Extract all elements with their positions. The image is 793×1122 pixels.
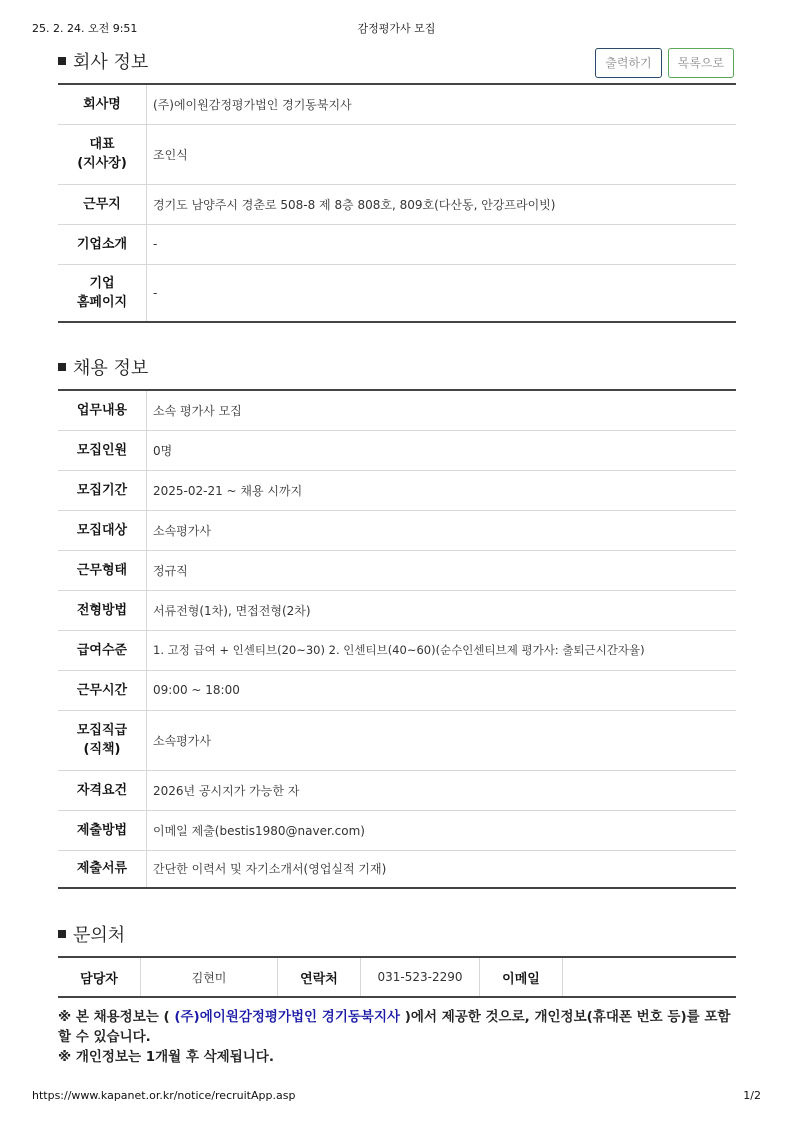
row-label: 업무내용 — [58, 390, 147, 430]
row-value: 이메일 제출(bestis1980@naver.com) — [147, 810, 737, 850]
email-label: 이메일 — [480, 957, 563, 997]
row-value: 소속 평가사 모집 — [147, 390, 737, 430]
row-label: 회사명 — [58, 84, 147, 124]
email-value — [563, 957, 737, 997]
table-row — [58, 590, 736, 630]
notice-line-1: ※ 본 채용정보는 ( (주)에이원감정평가법인 경기동북지사 )에서 제공한 것으로, 개인정보(휴대폰 번호 등)를 포함할 수 있습니다. — [58, 1009, 731, 1045]
row-label: 근무시간 — [58, 670, 147, 710]
print-button[interactable]: 출력하기 — [595, 48, 661, 78]
list-button[interactable]: 목록으로 — [668, 48, 734, 78]
table-row — [58, 510, 736, 550]
row-value: 정규직 — [147, 550, 737, 590]
row-label: 대표 (지사장) — [58, 124, 147, 184]
table-row — [58, 184, 736, 224]
print-title: 감정평가사 모집 — [357, 22, 436, 35]
manager-value: 김현미 — [141, 957, 278, 997]
row-value: 0명 — [147, 430, 737, 470]
row-label: 근무지 — [58, 184, 147, 224]
company-info-table — [58, 83, 736, 323]
row-label: 급여수준 — [58, 630, 147, 670]
table-row — [58, 124, 736, 184]
table-row — [58, 264, 736, 322]
table-row — [58, 670, 736, 710]
row-label: 제출서류 — [58, 850, 147, 888]
row-value: 1. 고정 급여 + 인센티브(20~30) 2. 인센티브(40~60)(순수인센티브제 평가사: 출퇴근시간자율) — [147, 630, 737, 670]
table-row — [58, 810, 736, 850]
print-header — [32, 20, 761, 36]
row-label: 기업 홈페이지 — [58, 264, 147, 322]
table-row — [58, 224, 736, 264]
row-value: 서류전형(1차), 면접전형(2차) — [147, 590, 737, 630]
contact-section-title: 문의처 — [58, 921, 125, 947]
row-value: 2025-02-21 ~ 채용 시까지 — [147, 470, 737, 510]
row-label: 모집직급 (직책) — [58, 710, 147, 770]
print-url: https://www.kapanet.or.kr/notice/recruitApp.asp — [32, 1089, 296, 1102]
table-row — [58, 470, 736, 510]
square-bullet-icon — [58, 363, 66, 371]
row-label: 자격요건 — [58, 770, 147, 810]
row-label: 전형방법 — [58, 590, 147, 630]
table-row — [58, 850, 736, 888]
table-row — [58, 390, 736, 430]
row-value: 조인식 — [147, 124, 737, 184]
notice-company-name: (주)에이원감정평가법인 경기동북지사 — [174, 1009, 401, 1025]
row-value: - — [153, 285, 158, 300]
page-number: 1/2 — [743, 1089, 761, 1102]
row-value: 소속평가사 — [147, 710, 737, 770]
row-value: 09:00 ~ 18:00 — [147, 670, 737, 710]
table-row — [58, 957, 736, 997]
company-section-title: 회사 정보 — [58, 48, 148, 74]
contact-table — [58, 956, 736, 998]
row-value: 경기도 남양주시 경춘로 508-8 제 8층 808호, 809호(다산동, 안강프라이빗) — [147, 184, 737, 224]
print-footer — [32, 1089, 761, 1105]
row-value: 간단한 이력서 및 자기소개서(영업실적 기재) — [153, 862, 387, 877]
table-row — [58, 84, 736, 124]
table-row — [58, 770, 736, 810]
row-value: 소속평가사 — [147, 510, 737, 550]
phone-value: 031-523-2290 — [361, 957, 480, 997]
phone-label: 연락처 — [278, 957, 361, 997]
row-label: 기업소개 — [58, 224, 147, 264]
square-bullet-icon — [58, 930, 66, 938]
row-label: 제출방법 — [58, 810, 147, 850]
table-row — [58, 430, 736, 470]
row-value: - — [147, 224, 737, 264]
table-row — [58, 550, 736, 590]
row-value: (주)에이원감정평가법인 경기동북지사 — [147, 84, 737, 124]
action-buttons — [589, 48, 734, 78]
square-bullet-icon — [58, 57, 66, 65]
row-label: 모집인원 — [58, 430, 147, 470]
table-row — [58, 630, 736, 670]
row-label: 모집대상 — [58, 510, 147, 550]
recruit-section-title: 채용 정보 — [58, 354, 148, 380]
row-value: 2026년 공시지가 가능한 자 — [147, 770, 737, 810]
print-datetime: 25. 2. 24. 오전 9:51 — [32, 22, 138, 35]
notice-line-2: ※ 개인정보는 1개월 후 삭제됩니다. — [58, 1049, 274, 1065]
table-row — [58, 710, 736, 770]
notice-text — [58, 1007, 738, 1067]
recruit-info-table — [58, 389, 736, 889]
row-label: 근무형태 — [58, 550, 147, 590]
manager-label: 담당자 — [58, 957, 141, 997]
row-label: 모집기간 — [58, 470, 147, 510]
